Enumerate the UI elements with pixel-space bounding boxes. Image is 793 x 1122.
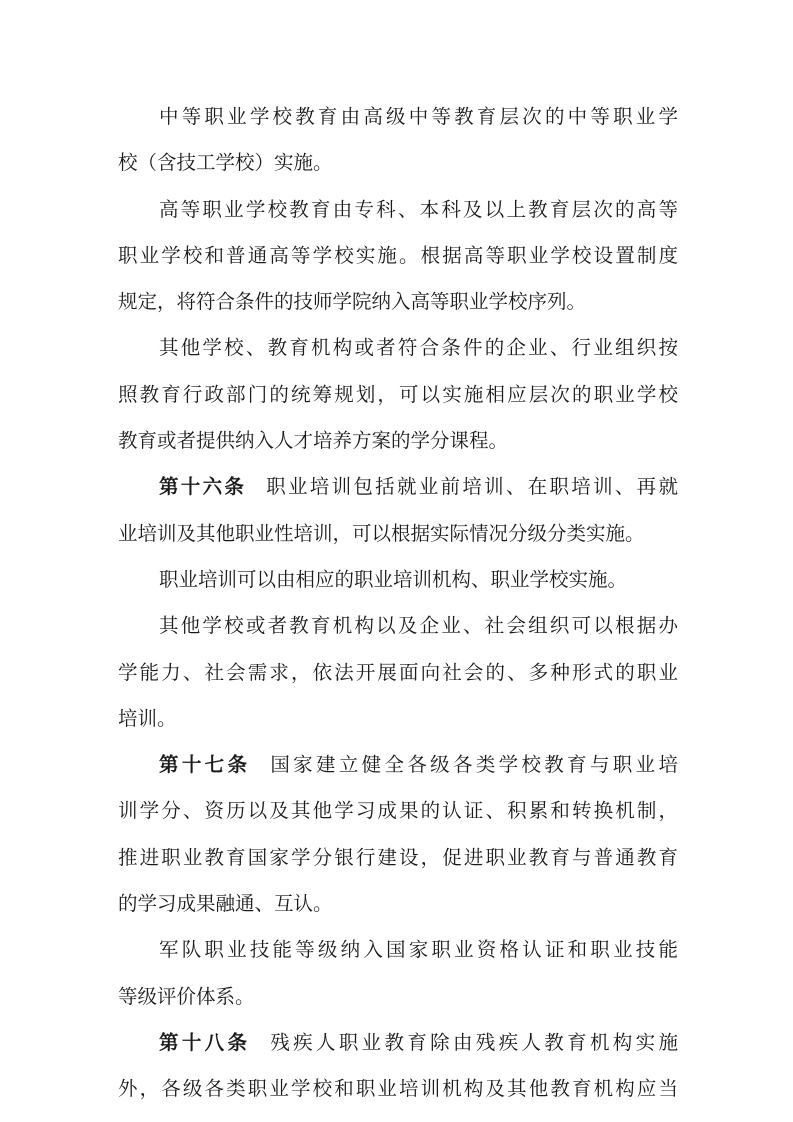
text-line: 的学习成果融通、互认。 xyxy=(118,892,333,916)
text-line: 职业培训可以由相应的职业培训机构、职业学校实施。 xyxy=(159,567,628,591)
text-line: 职业培训包括就业前培训、在职培训、再就 xyxy=(266,475,678,499)
article-number: 第十八条 xyxy=(159,1030,251,1054)
text-line: 残疾人职业教育除由残疾人教育机构实施 xyxy=(270,1030,678,1054)
text-line: 训学分、资历以及其他学习成果的认证、积累和转换机制， xyxy=(118,799,678,823)
text-line: 学能力、社会需求，依法开展面向社会的、多种形式的职业 xyxy=(118,660,678,684)
article-first-line xyxy=(118,742,678,788)
text-line: 其他学校、教育机构或者符合条件的企业、行业组织按 xyxy=(159,336,678,360)
text-line: 等级评价体系。 xyxy=(118,984,255,1008)
article-number: 第十七条 xyxy=(159,753,251,777)
article-number: 第十六条 xyxy=(159,475,247,499)
article-first-line xyxy=(118,1020,678,1066)
text-line: 培训。 xyxy=(118,706,177,730)
text-line: 职业学校和普通高等学校实施。根据高等职业学校设置制度 xyxy=(118,243,678,267)
text-line: 中等职业学校教育由高级中等教育层次的中等职业学 xyxy=(159,105,678,128)
text-line: 其他学校或者教育机构以及企业、社会组织可以根据办 xyxy=(159,614,678,638)
text-line: 高等职业学校教育由专科、本科及以上教育层次的高等 xyxy=(159,197,678,221)
text-line: 照教育行政部门的统筹规划，可以实施相应层次的职业学校 xyxy=(118,382,678,406)
text-line: 外，各级各类职业学校和职业培训机构及其他教育机构应当 xyxy=(118,1077,678,1101)
text-line: 军队职业技能等级纳入国家职业资格认证和职业技能 xyxy=(159,938,678,962)
text-line: 业培训及其他职业性培训，可以根据实际情况分级分类实施。 xyxy=(118,521,645,545)
document-body xyxy=(118,94,678,1113)
text-line: 校（含技工学校）实施。 xyxy=(118,151,333,175)
text-line: 国家建立健全各级各类学校教育与职业培 xyxy=(270,753,678,777)
text-line: 教育或者提供纳入人才培养方案的学分课程。 xyxy=(118,429,509,453)
text-line: 推进职业教育国家学分银行建设，促进职业教育与普通教育 xyxy=(118,845,678,869)
article-first-line xyxy=(118,464,678,510)
text-line: 规定，将符合条件的技师学院纳入高等职业学校序列。 xyxy=(118,290,587,314)
